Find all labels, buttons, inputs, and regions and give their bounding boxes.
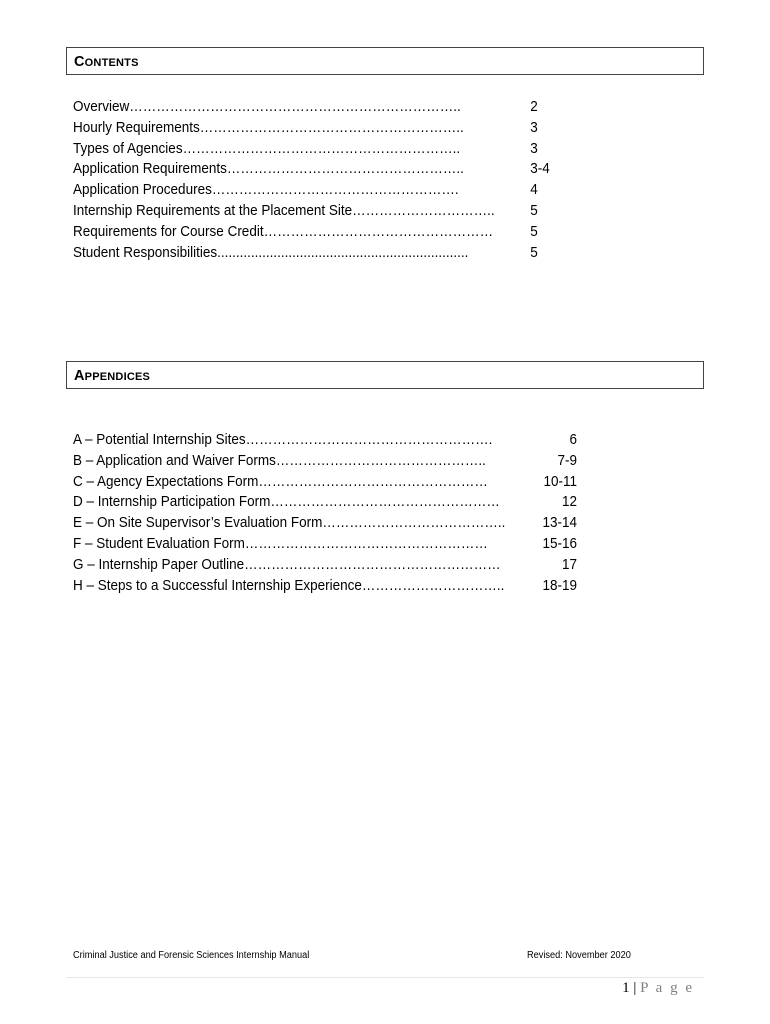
- toc-entry-title: Application Requirements……………………………………………..: [73, 160, 464, 178]
- toc-entry-title: Internship Requirements at the Placement Site…………………………..: [73, 201, 495, 219]
- appendix-row: [73, 430, 577, 451]
- appendix-entry-page: 12: [561, 493, 577, 511]
- toc-entry-page: 3: [530, 139, 538, 157]
- appendix-row: [73, 534, 577, 555]
- toc-entry-page: 2: [530, 98, 538, 115]
- page-word: P a g e: [640, 980, 694, 996]
- appendix-row: [73, 513, 577, 534]
- contents-heading-rest: ONTENTS: [84, 57, 139, 69]
- toc-entry-title: Student Responsibilities...................................................................: [73, 243, 469, 261]
- appendix-entry-page: 13-14: [542, 514, 577, 532]
- toc-row: [73, 97, 577, 118]
- toc-entry-title: Types of Agencies……………………………………………………..: [73, 139, 461, 157]
- appendix-entry-title: F – Student Evaluation Form………………………………………………: [73, 534, 488, 552]
- appendix-entry-title: D – Internship Participation Form……………………………………………: [73, 493, 500, 511]
- toc-entry-page: 3-4: [530, 160, 550, 178]
- appendices-list: [73, 430, 577, 596]
- appendix-entry-page: 18-19: [542, 576, 577, 594]
- appendix-entry-page: 10-11: [543, 472, 577, 490]
- appendix-entry-title: C – Agency Expectations Form……………………………………………: [73, 472, 488, 490]
- contents-heading-initial: C: [74, 54, 85, 70]
- toc-entry-title: Hourly Requirements…………………………………………………..: [73, 118, 464, 136]
- footer-divider: [66, 977, 704, 978]
- contents-heading-box: [66, 47, 704, 75]
- toc-row: [73, 222, 577, 243]
- appendix-entry-title: E – On Site Supervisor’s Evaluation Form…………………………………..: [73, 514, 506, 532]
- toc-entry-page: 3: [530, 118, 538, 136]
- toc-entry-title: Requirements for Course Credit……………………………………………: [73, 222, 494, 240]
- toc-entry-page: 5: [530, 201, 538, 219]
- appendix-row: [73, 555, 577, 576]
- toc-entry-title: Application Procedures……………………………………………….: [73, 181, 459, 199]
- toc-entry-page: 4: [530, 181, 538, 199]
- toc-row: [73, 180, 577, 201]
- page-number-separator: |: [633, 980, 637, 996]
- appendices-heading-rest: PPENDICES: [84, 371, 151, 383]
- appendices-heading-initial: A: [74, 368, 85, 384]
- footer-revised-date: Revised: November 2020: [527, 950, 631, 961]
- appendix-row: [73, 472, 577, 493]
- footer-manual-title: Criminal Justice and Forensic Sciences Internship Manual: [73, 950, 310, 961]
- appendix-entry-title: H – Steps to a Successful Internship Experience…………………………..: [73, 576, 505, 594]
- toc-entry-page: 5: [530, 222, 538, 240]
- appendix-entry-title: G – Internship Paper Outline…………………………………………………: [73, 555, 501, 573]
- contents-list: [73, 97, 577, 263]
- appendix-row: [73, 451, 577, 472]
- toc-row: [73, 139, 577, 160]
- toc-entry-title: Overview………………………………………………………………..: [73, 98, 461, 115]
- appendices-heading-box: [66, 361, 704, 389]
- toc-row: [73, 118, 577, 139]
- appendix-row: [73, 576, 577, 597]
- appendix-entry-page: 15-16: [542, 534, 577, 552]
- toc-row: [73, 201, 577, 222]
- appendix-entry-page: 7-9: [557, 451, 577, 469]
- toc-row: [73, 159, 577, 180]
- toc-row: [73, 243, 577, 264]
- page-number: [622, 980, 694, 997]
- appendix-row: [73, 492, 577, 513]
- appendix-entry-title: B – Application and Waiver Forms………………………………………..: [73, 451, 486, 469]
- appendix-entry-page: 17: [561, 555, 577, 573]
- appendix-entry-title: A – Potential Internship Sites……………………………………………….: [73, 431, 493, 448]
- page-number-value: 1: [622, 980, 630, 996]
- appendix-entry-page: 6: [569, 431, 577, 448]
- toc-entry-page: 5: [530, 243, 538, 261]
